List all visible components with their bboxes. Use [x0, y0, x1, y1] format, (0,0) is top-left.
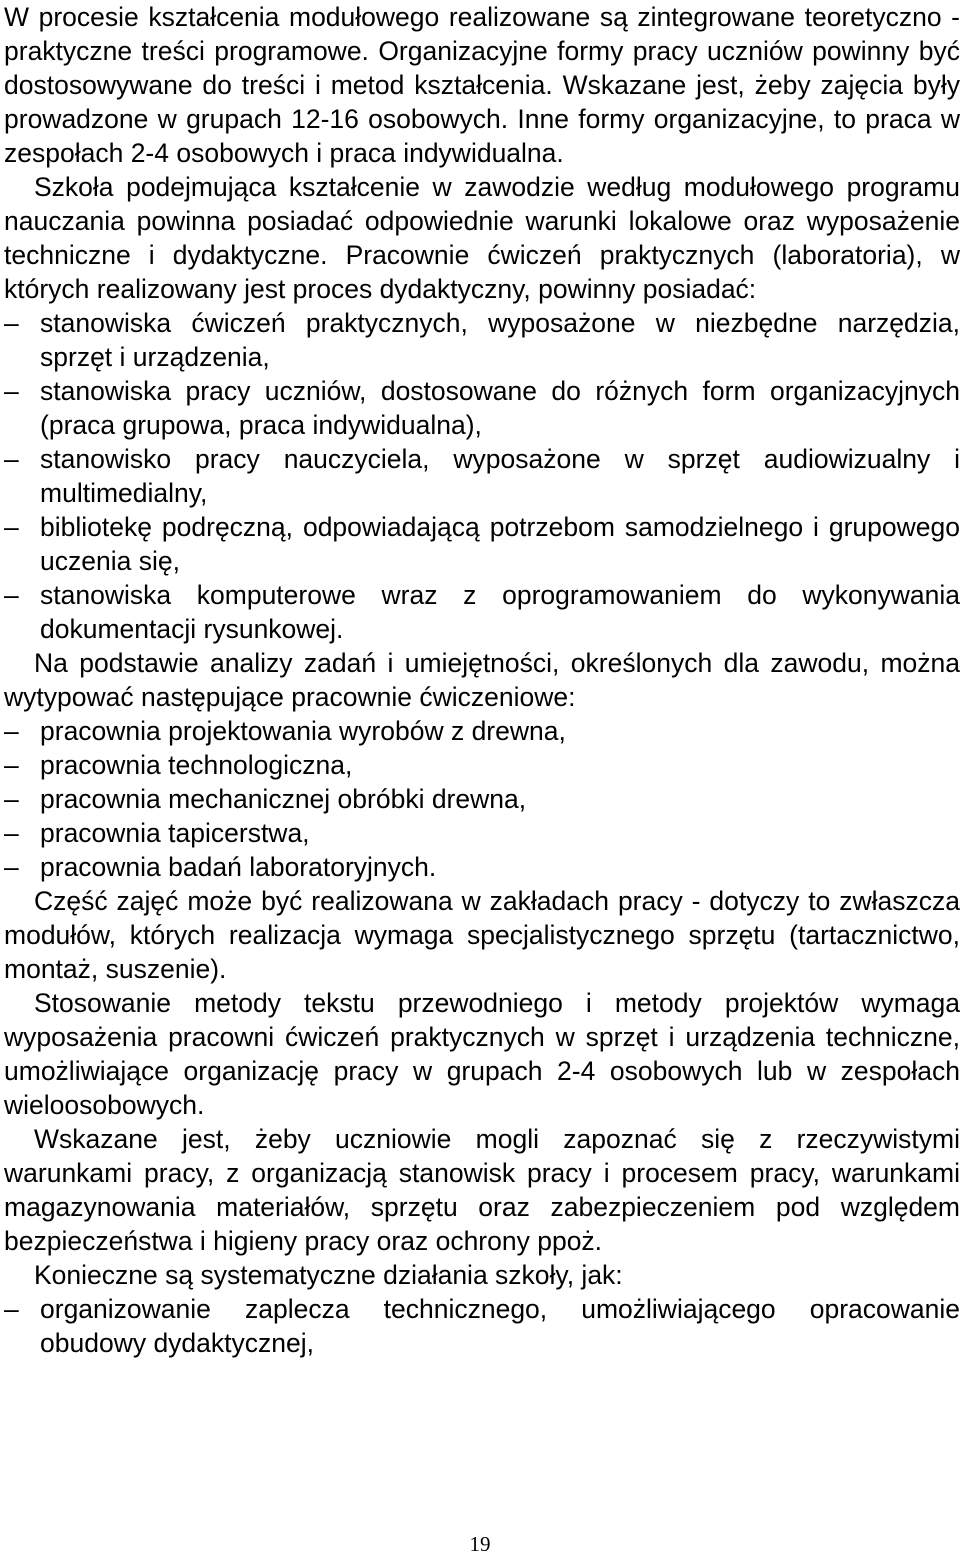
list-item: – stanowiska pracy uczniów, dostosowane do różnych form organizacyjnych (praca grupowa, praca indywidualna), — [4, 376, 960, 440]
dash-bullet: – — [4, 750, 19, 780]
dash-bullet: – — [4, 852, 19, 882]
paragraph-intro: W procesie kształcenia modułowego realizowane są zintegrowane teoretyczno - praktyczne treści programowe. Organizacyjne formy pracy uczniów powinny być dostosowywane do treści i metod kształcenia. Wskazane jest, żeby zajęcia były prowadzone w grupach 12-16 osobowych. Inne formy organizacyjne, to praca w zespołach 2-4 osobowych i praca indywidualna. — [4, 2, 960, 168]
paragraph-actions-intro: Konieczne są systematyczne działania szkoły, jak: — [34, 1260, 623, 1290]
dash-bullet: – — [4, 512, 19, 542]
list-item: – stanowisko pracy nauczyciela, wyposażone w sprzęt audiowizualny i multimedialny, — [4, 444, 960, 508]
paragraph-methods: Stosowanie metody tekstu przewodniego i metody projektów wymaga wyposażenia pracowni ćwiczeń praktycznych w sprzęt i urządzenia techniczne, umożliwiające organizację pracy w grupach 2-4 osobowych lub w zespołach wieloosobowych. — [4, 988, 960, 1120]
list-item: – pracownia tapicerstwa, — [4, 818, 310, 848]
dash-bullet: – — [4, 376, 19, 406]
paragraph-real-conditions: Wskazane jest, żeby uczniowie mogli zapoznać się z rzeczywistymi warunkami pracy, z organizacją stanowisk pracy i procesem pracy, warunkami magazynowania materiałów, sprzętu oraz zabezpieczeniem pod względem bezpieczeństwa i higieny pracy oraz ochrony ppoż. — [4, 1124, 960, 1256]
workshops-list — [4, 714, 960, 884]
equipment-list — [4, 306, 960, 646]
paragraph-workplaces: Część zajęć może być realizowana w zakładach pracy - dotyczy to zwłaszcza modułów, których realizacja wymaga specjalistycznego sprzętu (tartacznictwo, montaż, suszenie). — [4, 886, 960, 984]
dash-bullet: – — [4, 580, 19, 610]
document-body — [4, 0, 960, 1360]
dash-bullet: – — [4, 784, 19, 814]
list-item: – pracownia projektowania wyrobów z drewna, — [4, 716, 566, 746]
paragraph-school-requirements: Szkoła podejmująca kształcenie w zawodzie według modułowego programu nauczania powinna posiadać odpowiednie warunki lokalowe oraz wyposażenie techniczne i dydaktyczne. Pracownie ćwiczeń praktycznych (laboratoria), w których realizowany jest proces dydaktyczny, powinny posiadać: — [4, 172, 960, 304]
actions-list — [4, 1292, 960, 1360]
list-item: – stanowiska komputerowe wraz z oprogramowaniem do wykonywania dokumentacji rysunkowej. — [4, 580, 960, 644]
dash-bullet: – — [4, 308, 19, 338]
page-number: 19 — [469, 1532, 491, 1556]
dash-bullet: – — [4, 444, 19, 474]
list-item: – pracownia badań laboratoryjnych. — [4, 852, 437, 882]
list-item: – pracownia technologiczna, — [4, 750, 353, 780]
dash-bullet: – — [4, 716, 19, 746]
list-item: – stanowiska ćwiczeń praktycznych, wyposażone w niezbędne narzędzia, sprzęt i urządzenia, — [4, 308, 960, 372]
dash-bullet: – — [4, 1294, 19, 1324]
list-item: – bibliotekę podręczną, odpowiadającą potrzebom samodzielnego i grupowego uczenia się, — [4, 512, 960, 576]
list-item: – pracownia mechanicznej obróbki drewna, — [4, 784, 527, 814]
list-item: – organizowanie zaplecza technicznego, umożliwiającego opracowanie obudowy dydaktycznej, — [4, 1294, 960, 1358]
paragraph-analysis: Na podstawie analizy zadań i umiejętności, określonych dla zawodu, można wytypować następujące pracownie ćwiczeniowe: — [4, 648, 960, 712]
dash-bullet: – — [4, 818, 19, 848]
